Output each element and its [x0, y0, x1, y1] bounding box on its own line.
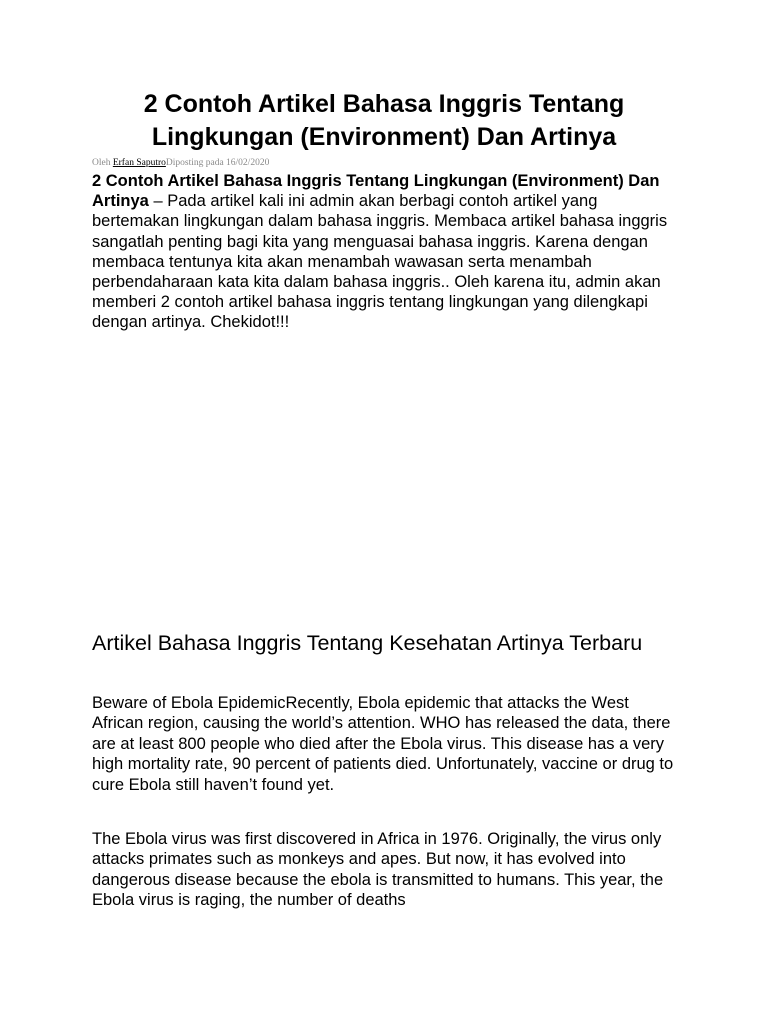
- meta-by-label: Oleh: [92, 158, 113, 168]
- meta-posted-label: Diposting pada: [165, 158, 227, 168]
- body-paragraph-2: The Ebola virus was first discovered in Africa in 1976. Originally, the virus only attacks primates such as monkeys and apes. But now, it has evolved into dangerous disease because the ebola is transmitted to humans. This year, the Ebola virus is raging, the number of deaths: [92, 830, 664, 910]
- intro-bold-lead: 2 Contoh Artikel Bahasa Inggris Tentang Lingkungan (Environment) Dan Artinya: [92, 172, 660, 211]
- body-paragraph-1: Beware of Ebola EpidemicRecently, Ebola epidemic that attacks the West African region, causing the world’s attention. WHO has released the data, there are at least 800 people who died after the Ebola virus. This disease has a very high mortality rate, 90 percent of patients died. Unfortunately, vaccine or drug to cure Ebola still haven’t found yet.: [92, 694, 674, 794]
- intro-paragraph: [92, 171, 682, 333]
- article-title: 2 Contoh Artikel Bahasa Inggris Tentang Lingkungan (Environment) Dan Artinya: [143, 90, 625, 151]
- author-link[interactable]: Erfan Saputro: [112, 158, 166, 168]
- intro-text: Pada artikel kali ini admin akan berbagi contoh artikel yang bertemakan lingkungan dalam bahasa inggris. Membaca artikel bahasa inggris sangatlah penting bagi kita yang menguasai bahasa inggris. Karena dengan membaca tentunya kita akan menambah wawasan serta menambah perbendaharaan kata kita dalam bahasa inggris.. Oleh karena itu, admin akan memberi 2 contoh artikel bahasa inggris tentang lingkungan yang dilengkapi dengan artinya. Chekidot!!!: [92, 192, 668, 332]
- post-date: 16/02/2020: [226, 158, 270, 168]
- intro-dash: –: [148, 192, 168, 211]
- section-heading: Artikel Bahasa Inggris Tentang Kesehatan Artinya Terbaru: [92, 631, 643, 655]
- post-meta: [92, 157, 269, 169]
